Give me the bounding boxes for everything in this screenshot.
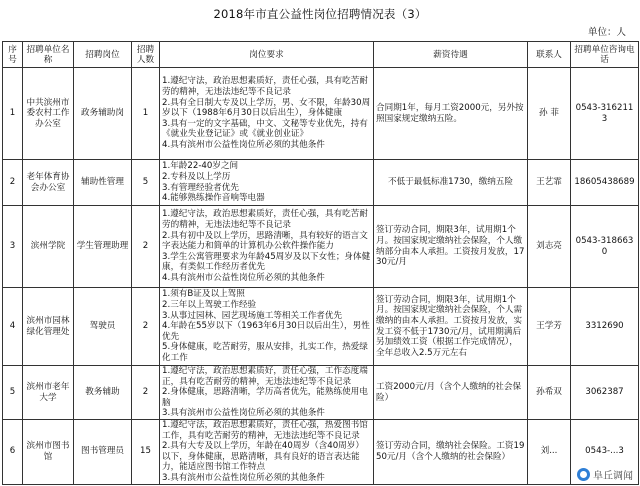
watermark-text: 阜丘调闻 bbox=[593, 471, 633, 482]
header-phone: 招聘单位咨询电话 bbox=[571, 42, 639, 68]
requirement-item: 1.遵纪守法，政治思想素质好，责任心强，具有吃苦耐劳的精神，无违法违纪等不良记录 bbox=[162, 209, 368, 231]
row-unit: 中共滨州市委农村工作办公室 bbox=[23, 68, 74, 160]
row-salary: 签订劳动合同，缴纳社会保险。工资1950元/月（含个人缴纳的社会保险） bbox=[374, 420, 528, 485]
row-unit: 滨州学院 bbox=[23, 206, 74, 288]
requirement-item: 4.年龄在55岁以下（1963年6月30日以后出生），男性优先 bbox=[162, 321, 370, 342]
requirement-item: 2.具有初中及以上学历，思路清晰，具有较好的语言文字表达能力和简单的计算机办公软件操作能力 bbox=[162, 230, 368, 252]
watermark bbox=[574, 466, 636, 483]
table-row bbox=[3, 160, 639, 206]
row-contact: 孙 菲 bbox=[528, 68, 571, 160]
row-salary: 签订劳动合同，期限3年，试用期1个月。按国家规定缴纳社会保险，个人缴纳部分由本人承担。工资按月发放，1730元/月 bbox=[374, 206, 528, 288]
requirement-item: 4.能够熟练操作音响等电器 bbox=[162, 193, 265, 204]
row-salary: 工资2000元/月（含个人缴纳的社会保险） bbox=[374, 366, 528, 420]
table-row bbox=[3, 68, 639, 160]
requirement-item: 1.须有B证及以上驾照 bbox=[162, 289, 245, 300]
row-salary: 签订劳动合同，期限3年，试用期1个月。按国家规定缴纳社会保险，个人需缴纳的由本人承担。工资按月发放，实发工资不低于1730元/月，试用期满后另加绩效工资（根据工作完成情况），全年总收入2.5万元左右 bbox=[374, 288, 528, 366]
row-no: 4 bbox=[3, 288, 23, 366]
row-count: 2 bbox=[132, 288, 160, 366]
row-no: 3 bbox=[3, 206, 23, 288]
row-requirements bbox=[160, 68, 374, 160]
recruitment-table bbox=[2, 41, 639, 485]
row-salary: 不低于最低标准1730，缴纳五险 bbox=[374, 160, 528, 206]
row-no: 6 bbox=[3, 420, 23, 485]
row-contact: 王学芳 bbox=[528, 288, 571, 366]
requirement-item: 2.具有全日制大专及以上学历，男、女不限，年龄30周岁以下（1988年6月30日以后出生），身体健康 bbox=[162, 97, 371, 119]
header-position: 招聘岗位 bbox=[74, 42, 132, 68]
row-no: 2 bbox=[3, 160, 23, 206]
header-count: 招聘人数 bbox=[132, 42, 160, 68]
requirement-item: 3.具有一定的文字基础，中文、文秘等专业优先，持有《就业失业登记证》或《就业创业证》 bbox=[162, 118, 368, 140]
row-contact: 刘志亮 bbox=[528, 206, 571, 288]
requirement-item: 2.三年以上驾驶工作经验 bbox=[162, 300, 257, 311]
row-unit: 滨州市老年大学 bbox=[23, 366, 74, 420]
row-requirements bbox=[160, 420, 374, 485]
row-count: 2 bbox=[132, 206, 160, 288]
table-row bbox=[3, 366, 639, 420]
row-count: 15 bbox=[132, 420, 160, 485]
row-unit: 滨州市园林绿化管理处 bbox=[23, 288, 74, 366]
row-position: 政务辅助岗 bbox=[74, 68, 132, 160]
header-no: 序号 bbox=[3, 42, 23, 68]
header-row bbox=[3, 42, 639, 68]
row-position: 辅助性管理 bbox=[74, 160, 132, 206]
requirement-item: 1.遵纪守法，政治思想素质好，责任心强，工作态度端正，具有吃苦耐劳的精神，无违法违纪等不良记录 bbox=[162, 366, 368, 387]
row-no: 1 bbox=[3, 68, 23, 160]
row-unit: 滨州市图书馆 bbox=[23, 420, 74, 485]
row-requirements bbox=[160, 366, 374, 420]
requirement-item: 1.年龄22-40岁之间 bbox=[162, 161, 239, 172]
row-phone: 0543-3186630 bbox=[571, 206, 639, 288]
row-count: 1 bbox=[132, 68, 160, 160]
requirement-item: 1.遵纪守法，政治思想素质好，责任心强，热爱图书馆工作，具有吃苦耐劳的精神，无违法违纪等不良记录 bbox=[162, 420, 368, 441]
row-count: 5 bbox=[132, 160, 160, 206]
row-salary: 合同期1年，每月工资2000元，另外按照国家规定缴纳五险。 bbox=[374, 68, 528, 160]
requirement-item: 5.身体健康，吃苦耐劳，服从安排，扎实工作，热爱绿化工作 bbox=[162, 342, 368, 363]
requirement-item: 3.具有滨州市公益性岗位所必须的其他条件 bbox=[162, 472, 325, 483]
row-no: 5 bbox=[3, 366, 23, 420]
row-unit: 老年体育协会办公室 bbox=[23, 160, 74, 206]
row-phone: 18605438689 bbox=[571, 160, 639, 206]
row-phone: 3312690 bbox=[571, 288, 639, 366]
table-row bbox=[3, 288, 639, 366]
page-title: 2018年市直公益性岗位招聘情况表（3） bbox=[213, 7, 427, 21]
table-row bbox=[3, 206, 639, 288]
row-position: 驾驶员 bbox=[74, 288, 132, 366]
requirement-item: 1.遵纪守法，政治思想素质好，责任心强，具有吃苦耐劳的精神，无违法违纪等不良记录 bbox=[162, 76, 368, 98]
row-phone: 0543-...3 bbox=[571, 420, 639, 485]
header-requirements: 岗位要求 bbox=[160, 42, 374, 68]
row-phone: 3062387 bbox=[571, 366, 639, 420]
table-row bbox=[3, 420, 639, 485]
row-position: 学生管理助理 bbox=[74, 206, 132, 288]
requirement-item: 3.从事过园林、园艺现场施工等相关工作者优先 bbox=[162, 310, 343, 321]
logo-icon bbox=[577, 468, 590, 481]
requirement-item: 3.有管理经验者优先 bbox=[162, 182, 239, 193]
row-contact: 孙希双 bbox=[528, 366, 571, 420]
unit-label: 单位：人 bbox=[587, 27, 626, 38]
row-requirements bbox=[160, 160, 374, 206]
header-unit: 招聘单位名称 bbox=[23, 42, 74, 68]
row-phone: 0543-3162113 bbox=[571, 68, 639, 160]
requirement-item: 4.具有滨州市公益性岗位所必须的其他条件 bbox=[162, 272, 325, 283]
row-requirements bbox=[160, 206, 374, 288]
row-position: 图书管理员 bbox=[74, 420, 132, 485]
requirement-item: 2.专科及以上学历 bbox=[162, 171, 231, 182]
row-position: 教务辅助 bbox=[74, 366, 132, 420]
requirement-item: 3.学生公寓管理要求为年龄45周岁及以下女性；身体健康，有类似工作经历者优先 bbox=[162, 251, 371, 273]
row-contact: 刘... bbox=[528, 420, 571, 485]
header-salary: 薪资待遇 bbox=[374, 42, 528, 68]
header-contact: 联系人 bbox=[528, 42, 571, 68]
row-count: 2 bbox=[132, 366, 160, 420]
row-requirements bbox=[160, 288, 374, 366]
requirement-item: 2.身体健康，思路清晰，学历高者优先，能熟练使用电脑 bbox=[162, 387, 368, 408]
requirement-item: 4.具有滨州市公益性岗位所必须的其他条件 bbox=[162, 139, 325, 150]
row-contact: 王艺霏 bbox=[528, 160, 571, 206]
requirement-item: 2.具有大专及以上学历，年龄在40周岁（含40周岁）以下，身体健康，思路清晰，具有良好的语言表达能力，能适应图书馆工作特点 bbox=[162, 441, 364, 473]
requirement-item: 3.具有滨州市公益性岗位所必须的其他条件 bbox=[162, 408, 325, 419]
